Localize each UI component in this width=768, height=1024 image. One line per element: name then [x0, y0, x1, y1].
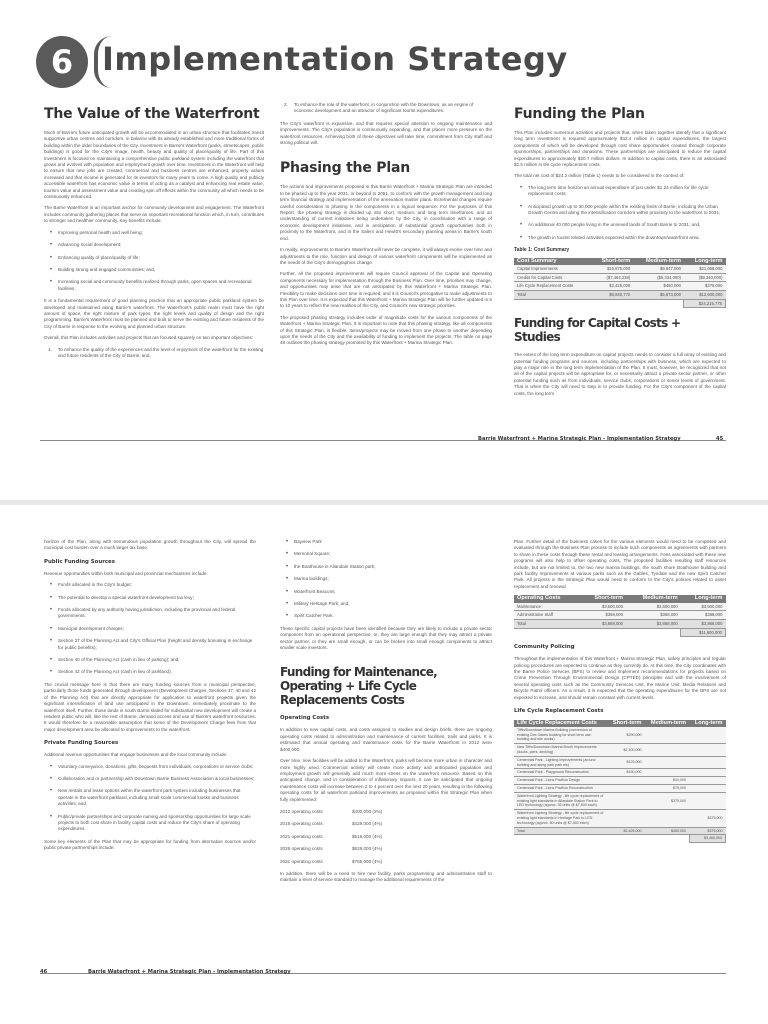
table-cell: Centennial Park - Lions Pavilion Design [514, 777, 607, 785]
value-paragraph-4: Overall, this Plan includes activities and projects that are focused squarely on two important objectives: [44, 335, 254, 341]
operating-costs-table [514, 595, 726, 637]
chapter-header [36, 36, 736, 92]
page-45 [0, 0, 768, 500]
table-header: Medium-term [645, 720, 690, 727]
table-cell: $125,000 [607, 756, 644, 769]
table-cell: Centennial Park - Lighting Improvements (around building and along park path etc) [514, 756, 607, 769]
business-case-paragraph: Plan. Further detail of the business cases for the various elements would need to be completed and evaluated through the Business Plan process to include such components as agreements with partners to share in these costs through these rental and leasing arrangements. Fees associated with these new programs will also help to offset operating costs. The proposed facilities resulting staff resources include, but are not limited to, the two new marina buildings, the south shore Boathouse building and park facility improvements at various parks such as the Gables, Tyndale and the new Spirit Catcher Park. All projects in the Strategic Plan would need to conform to the City's policies related to asset replacement and renewal. [514, 539, 726, 589]
public-funding-list [44, 582, 256, 676]
list-item [280, 834, 430, 840]
list-item [280, 809, 430, 815]
maintenance-column [280, 539, 492, 889]
table-cell: Waterfront Lighting Strategy - life cycle replacement of existing light standards in Heritage Park to LED technology (approx. 50 units @ $7,500 each) [514, 810, 607, 827]
list-item: • The potential to develop a special waterfront development tax levy; [44, 595, 256, 601]
funding-heading: Funding the Plan [514, 106, 645, 122]
table-cell: Centennial Park - Lions Pavilion Reconstruction [514, 785, 607, 793]
capital-projects-paragraph: These specific capital projects have been identified because they are likely to include a private sector component from an operational perspective, or, they are large enough that they may attract a private sector partner, or they are small enough, or can be broken into small enough components to attract smaller scale investors. [280, 625, 492, 651]
list-number: 1. [48, 346, 52, 352]
horizon-paragraph: horizon of the Plan, along with tremendous population growth throughout the City, will spread the municipal cost burden over a much larger tax base. [44, 539, 256, 551]
table-header: Medium-term [626, 595, 681, 603]
cost-summary-table [514, 258, 726, 309]
table-cell: Centennial Park - Playground Reconstruction [514, 769, 607, 777]
table-header: Short-term [591, 258, 634, 266]
list-item [280, 846, 430, 852]
cost-year: 2021 operating costs [280, 833, 323, 839]
grand-total-cell: $11,600,000 [681, 628, 726, 637]
list-item: • Collaboration and or partnership with Downtown Barrie Business Association & local businesses; [44, 776, 256, 782]
table-cell [645, 744, 690, 757]
table-cell: $10,000 [645, 777, 690, 785]
operating-costs-heading: Operating Costs [280, 715, 330, 722]
table-caption: Table 1: Cost Summary [514, 247, 570, 254]
list-item: • Section 37 of the Planning Act and City's Official Plan (height and density bonusing in exchange for public benefits); [44, 638, 256, 651]
table-header-row [514, 595, 726, 603]
phasing-paragraph-2: In reality, improvements to Barrie's Waterfront will never be complete, it will always evolve over time and adjustments to the role, function and design of various waterfront components will be implemented as the needs of the City's demographics change. [280, 247, 492, 265]
table-cell: $3,500,000 [626, 603, 681, 611]
objectives-list [44, 347, 264, 360]
list-item: • Waterfront Beacons; [280, 589, 492, 595]
phasing-paragraph-3: Further, all the proposed improvements will require Council approval of the Capital and Operating components necessary for implementation through the Business Plan. Over time, priorities may change, and opportunities may arise that are not anticipated by this Waterfront + Marina Strategic Plan. Flexibility to make decisions over time is required, and it is Council's prerogative to make adjustments to this Plan over time. It is expected that this Waterfront + Marina Strategic Plan will be further updated in 5 to 10 years to reflect the new realities of the City, and Council's new strategic priorities. [280, 271, 492, 309]
capital-costs-paragraph: The extent of the long term expenditure on capital projects needs to consider a full array of existing and potential funding programs and sources, including partnerships with business, which are expected to play a major role in the long term implementation of the Plan. It must, however, be recognized that not all of the capital projects will be appropriate for, or necessarily attract a private sector partner, or other potential funding such as from individuals, service clubs, corporations or senior levels of government. That is when the City will need to step in to provide funding. For the City's component of the capital costs, the long term [514, 352, 726, 396]
funding-sources-column [44, 539, 256, 857]
list-item: • The growth in tourist related activities expected within the downtown/waterfront area. [514, 235, 726, 241]
list-item [280, 859, 430, 865]
community-policing-heading: Community Policing [514, 644, 575, 651]
table-cell: Credits for Capital Costs [514, 273, 591, 282]
table-row [514, 282, 726, 291]
cost-value: $400,000 (2%) [352, 808, 383, 814]
table-header: Medium-term [633, 258, 684, 266]
phasing-intro: The City's waterfront is expansive, and that requires special attention to ongoing maintenance and improvements. The City's population is continuously expanding, and that places more pressure on the waterfront resources. Achieving both of these objectives will take time, commitment from City staff and strong political will. [280, 120, 492, 146]
cost-year: 2012 operating costs [280, 808, 323, 814]
table-total-row [514, 291, 726, 300]
chapter-number-badge: 6 [36, 36, 88, 88]
operating-cost-projection [280, 809, 492, 865]
table-row [514, 265, 726, 273]
table-header: Long-term [681, 595, 726, 603]
table-cell: $15,875,000 [591, 265, 634, 273]
list-item: • Memorial Square; [280, 551, 492, 557]
list-item: • An additional 40,000 people living in the annexed lands of South Barrie to 2031; and, [514, 222, 726, 228]
table-cell: $6,840,772 [591, 291, 634, 300]
value-paragraph-2: The Barrie Waterfront is an important anchor for community development and engagement. The Waterfront includes community gathering places that serve an important recreational function which, in turn, contributes to stronger and healthier community. Key benefits include: [44, 205, 264, 224]
table-cell: $21,668,000 [684, 265, 726, 273]
phasing-paragraph-4: The proposed phasing strategy includes order of magnitude costs for the various components of the Waterfront + Marina Strategic Plan. It is important to note that this phasing strategy, like all components of this Strategic Plan, is flexible. Items/projects may be moved from one phase to another depending upon the needs of the City and the availability of funding to implement the projects. The table on page 48 outlines the phasing strategy promoted by this Waterfront + Marina Strategic Plan. [280, 314, 492, 346]
table-cell [645, 727, 690, 744]
list-item: • Marina buildings; [280, 576, 492, 582]
table-row [514, 727, 726, 744]
table-cell: $3,868,000 [580, 620, 626, 629]
list-item: • Bayview Park [280, 539, 492, 545]
list-item: • Building strong and engaged communities; and, [44, 267, 264, 273]
table-cell [689, 777, 725, 785]
table-cell: $3,500,000 [580, 603, 626, 611]
table-cell [689, 756, 725, 769]
key-elements-list [280, 539, 492, 620]
objectives-list-continued [280, 102, 492, 115]
value-column [44, 100, 264, 365]
table-cell: $460,000 [645, 827, 690, 835]
table-cell: Maintenance [514, 603, 580, 611]
table-cell: $12,600,000 [684, 291, 726, 300]
operating-costs-paragraph-3: In addition, there will be a need to hire new facility, parks programming and administration staff to maintain a level of service standard to manage the additional requirements of the [280, 870, 492, 883]
table-cell: $5,673,000 [633, 291, 684, 300]
table-cell: ($9,340,000) [684, 273, 726, 282]
page-46 [0, 505, 768, 1024]
list-item: • Funds allocated in the City's budget; [44, 582, 256, 588]
table-cell [645, 756, 690, 769]
table-total-row [514, 620, 726, 629]
private-funding-paragraph: Additional revenue opportunities that engage businesses and the local community include: [44, 752, 228, 758]
table-cell: $3,868,000 [681, 620, 726, 629]
footer-title: Barrie Waterfront + Marina Strategic Plan - Implementation Strategy [478, 436, 681, 442]
public-funding-heading: Public Funding Sources [44, 558, 115, 565]
list-text: To enhance the quality of the experiences and the level of enjoyment of the waterfront for the existing and future residents of the City of Barrie; and, [58, 346, 264, 358]
table-cell: $3,868,000 [626, 620, 681, 629]
table-header: Cost Summary [514, 258, 591, 266]
private-funding-list [44, 764, 256, 833]
table-cell [607, 810, 644, 827]
table-header: Operating Costs [514, 595, 580, 603]
phasing-column [280, 100, 492, 352]
maintenance-heading: Funding for Maintenance, Operating + Life Cycle Replacements Costs [280, 665, 438, 708]
table-row [514, 792, 726, 809]
table-cell: Total [514, 620, 580, 629]
table-cell: ($7,464,238) [591, 273, 634, 282]
table-cell [645, 810, 690, 827]
operating-costs-paragraph-2: Over time, new facilities will be added to the Waterfront, parks will become more urban in character and more highly used. Commercial activity will create more activity and anticipated population and employment growth will generally add much more stress on the waterfront resource. Based on this anticipated change, and in consideration of inflationary impacts, it can be anticipated that ongoing maintenance costs will increase between 2 to 4 percent over the next 20 years, resulting in the following operating costs for all waterfront parkland improvements as proposed within this Strategic Plan when fully implemented: [280, 758, 492, 802]
table-cell [689, 744, 725, 757]
list-item: • Enhancing quality of place/quality of life; [44, 255, 264, 261]
cost-value: $765,000 (4%) [352, 858, 383, 864]
table-cell [607, 785, 644, 793]
value-heading: The Value of the Waterfront [44, 106, 260, 122]
capital-costs-heading: Funding for Capital Costs + Studies [514, 316, 681, 345]
table-row [514, 810, 726, 827]
funding-context-list [514, 185, 726, 241]
table-row [514, 756, 726, 769]
table-row [514, 611, 726, 620]
table-header: Long-term [684, 258, 726, 266]
grand-total-cell: $3,460,000 [689, 835, 725, 843]
phasing-heading: Phasing the Plan [280, 160, 410, 177]
list-item: • Anticipated growth up to 30,000 people within the existing limits of Barrie, including the Urban Growth Centre and along the intensification corridors within proximity to the waterfront to 2031; [514, 204, 726, 217]
cost-value: $429,000 (4%) [352, 821, 383, 827]
table-cell: Administrative Staff [514, 611, 580, 620]
table-header: Life Cycle Replacement Costs [514, 720, 607, 727]
table-row [514, 744, 726, 757]
table-cell: $375,000 [645, 792, 690, 809]
table-cell: Life Cycle Replacement Costs [514, 282, 591, 291]
table-cell: $150,000 [607, 769, 644, 777]
table-cell [689, 785, 725, 793]
table-cell: ($5,334,000) [633, 273, 684, 282]
table-cell: $2,100,000 [607, 744, 644, 757]
footer-title: Barrie Waterfront + Marina Strategic Plan - Implementation Strategy [88, 969, 291, 975]
cost-year: 2026 operating costs [280, 846, 323, 852]
value-paragraph-3: It is a fundamental requirement of good planning practice that an appropriate public parkland system be developed and maintained along Barrie's waterfront. The Waterfront's public realm must have the right amount of space, the right mixture of park types, the right levels and quality of design and the right programming. Barrie's Waterfront must be planned and built to serve the existing and future residents of the City of Barrie in response to the evolving and planned urban structure. [44, 298, 264, 329]
list-item: • Municipal development charges; [44, 626, 256, 632]
cost-year: 2031 operating costs [280, 858, 323, 864]
list-item: • Military Heritage Park; and, [280, 601, 492, 607]
table-cell: $2,425,000 [591, 282, 634, 291]
funding-paragraph-2: The total net cost of $24.2 million (Table 1) needs to be considered in the context of: [514, 173, 685, 179]
table-cell [607, 792, 644, 809]
table-header: Long-term [689, 720, 725, 727]
page-number: 46 [40, 969, 48, 975]
page-number: 45 [716, 436, 724, 442]
table-cell [607, 777, 644, 785]
table-header: Short-term [580, 595, 626, 603]
value-benefits-list [44, 230, 264, 292]
table-row [514, 273, 726, 282]
table-row [514, 603, 726, 611]
table-cell [689, 727, 725, 744]
list-number: 2. [284, 102, 288, 107]
grand-total-cell: $24,215,775 [684, 299, 726, 308]
private-funding-paragraph-2: Some key elements of the Plan that may be appropriate for funding from alternative sources and/or public private partnerships include: [44, 838, 256, 851]
list-item: • The long term time horizon an annual expenditure of just under $1.24 million for life cycle replacement costs; [514, 185, 726, 198]
funding-paragraph-1: This Plan includes numerous activities and projects that, when taken together identify that a significant long term investment is required approximately $42.4 million in capital expenditures, the largest components of which will be developed through cost share opportunities created through corporate sponsorships, partnerships and donations. These partnerships are anticipated to reduce the capital expenditures to approximately $20.7 million dollars. In addition to capital costs, there is an associated $2.5 million in life cycle replacement costs. [514, 130, 726, 168]
table-cell [689, 792, 725, 809]
table-header-row [514, 258, 726, 266]
table-grand-total-row [514, 835, 726, 843]
table-grand-total-row [514, 299, 726, 308]
table-cell: New Tiffin/Downtown Marina Booth Improvements (docks, piers, decking) [514, 744, 607, 757]
table-cell: $375,000 [684, 282, 726, 291]
community-policing-paragraph: Throughout the implementation of this Waterfront + Marina Strategic Plan, safety principles and regular policing procedures are expected to continue as they currently do. At this time, the City coordinates with the Barrie Police Services (BPS) to review and implement recommendations for projects based on Crime Prevention Through Environmental Design (CPTED) principles and with the involvement of several operating units such as the Community Services Unit, the Marine Unit, Media Relations and Bicycle Patrol officers. As a result, it is expected that the operating expenditures for the BPS are not expected to increase, and should remain constant with current levels. [514, 656, 726, 700]
table-cell: Total [514, 291, 591, 300]
list-item [280, 821, 430, 827]
table-cell: $75,000 [645, 785, 690, 793]
list-item [280, 102, 492, 115]
table-cell: $375,000 [689, 810, 725, 827]
table-grand-total-row [514, 628, 726, 637]
list-item: • Voluntary conveyance, donations, gifts, bequests from individuals, corporations or service clubs; [44, 764, 256, 770]
table-cell: $9,847,000 [633, 265, 684, 273]
table-cell: Total [514, 827, 607, 835]
value-paragraph-1: Much of Barrie's future anticipated growth will be accommodated in an urban structure that facilitates transit supportive urban centres and corridors, in balance with its already established and more traditional forms of building within the older boundaries of the City. Investment in Barrie's Waterfront (parks, streetscapes, public buildings) is good for the City's image, health, beauty and quality of place/quality of life. Part of this investment is focused on maintaining a comprehensive public parkland system including the waterfront that grows and evolves with population and employment growth over time. Investment in the Waterfront will help to ensure that new jobs are created, commercial and business centres are enhanced, property values increased and that income is generated for its investors for many years to come. A high quality and publicly accessible waterfront has economic value in terms of acting as a catalyst and enhancing real estate value, tourism value and assessment value and creating spin off effects within the community all which needs to be continuously enhanced. [44, 130, 264, 200]
list-item [44, 347, 264, 360]
public-funding-paragraph-2: The crucial message here is that there are many funding sources from a municipal perspective, particularly those funds generated through development (Development Charges, Sections 37, 40 and 42 of the Planning Act) that are directly appropriate for application to waterfront projects given the significant intensification of land use anticipated in the Downtown, immediately proximate to the waterfront itself. Further, those lands in south Barrie slated for substantial new development will create a resident public who will, like the rest of Barrie, demand access and use of Barrie's waterfront resources. It would therefore be a reasonable assumption that some of the Development Charge fees from that major development area be allocated to improvements to the waterfront. [44, 681, 256, 732]
list-item: • Advancing social development; [44, 242, 264, 248]
list-item: • Spirit Catcher Park. [280, 613, 492, 619]
table-cell: Tiffin/Downtown Marina Building (conversion of existing Des Oakes building for short term use: building and site works) [514, 727, 607, 744]
list-item: • Section 40 of the Planning Act (cash in lieu of parking); and, [44, 657, 256, 663]
operating-costs-paragraph-1: In addition to new capital costs, and costs assigned to studies and design briefs, there are ongoing operating costs related to administration and maintenance of current facilities, trails and parks. It is estimated that annual operating and maintenance costs for the Barrie Waterfront in 2012 were $400,000. [280, 727, 492, 752]
chapter-title: Implementation Strategy [102, 40, 568, 78]
table-cell: $2,425,000 [607, 827, 644, 835]
table-header-row [514, 720, 726, 727]
cost-value: $516,000 (4%) [352, 833, 383, 839]
life-cycle-costs-table [514, 720, 726, 843]
list-item: • the Boathouse in Allandale Station park; [280, 564, 492, 570]
cost-value: $628,000 (4%) [352, 846, 383, 852]
table-cell: $368,000 [580, 611, 626, 620]
table-cell: $290,000 [607, 727, 644, 744]
table-row [514, 769, 726, 777]
table-header: Short-term [607, 720, 644, 727]
list-item: • Section 42 of the Planning Act (cash in lieu of parkland). [44, 669, 256, 675]
table-cell: $368,000 [681, 611, 726, 620]
public-funding-paragraph: Revenue opportunities within both municipal and provincial mechanisms include: [44, 570, 208, 576]
list-item: • New rentals and lease options within the waterfront park system including businesses that operate in the waterfront parkland, including small scale commercial kiosks and business activities; and, [44, 788, 256, 807]
private-funding-heading: Private Funding Sources [44, 740, 119, 747]
list-item: • Increasing social and community benefits realized through parks, open spaces and recreational facilities. [44, 279, 264, 292]
table-cell [645, 769, 690, 777]
phasing-paragraph-1: The actions and improvements proposed in this Barrie Waterfront + Marina Strategic Plan are intended to be phased up to the year 2031, or beyond to 2051, to conform with the growth management and long term financial strategy and implementation of the annexation master plans. Incremental changes require careful consideration to phasing in the components in a logical sequence. For the purposes of this Report, the phasing strategy is divided up into short, medium, and long term timeframes, and an understanding of current initiatives being undertaken by the City, in coordination with a range of economic development initiatives, and in anticipation of substantial growth opportunities both in proximity to the Waterfront, and in the Salem and Hewitt's secondary planning areas in Barrie's south end. [280, 184, 492, 241]
table-row [514, 785, 726, 793]
policing-column [514, 539, 726, 849]
cost-year: 2016 operating costs [280, 821, 323, 827]
list-item: • Public/private partnerships and corporate naming and sponsorship opportunities for large scale projects to both cost share in facility capital costs and reduce the City's share of operating expenditures. [44, 814, 256, 833]
list-item: • Funds allocated by any authority having jurisdiction, including the provincial and federal governments; [44, 607, 256, 620]
table-row [514, 777, 726, 785]
table-cell: Capital Improvements [514, 265, 591, 273]
funding-column [514, 100, 726, 402]
table-total-row [514, 827, 726, 835]
table-cell: $368,000 [626, 611, 681, 620]
life-cycle-heading: Life Cycle Replacement Costs [514, 708, 604, 715]
list-text: To enhance the role of the waterfront, in conjunction with the Downtown, as an engine of economic development and an attractor of significant tourist expenditures. [294, 102, 474, 114]
table-cell: Waterfront Lighting Strategy - life cycle replacement of existing light standards in Allandale Station Park to LED technology (approx. 35 units @ $7,500 each) [514, 792, 607, 809]
table-cell: $3,500,000 [681, 603, 726, 611]
table-cell [689, 769, 725, 777]
table-cell: $460,000 [633, 282, 684, 291]
table-cell: $375,000 [689, 827, 725, 835]
list-item: • Improving personal health and well being; [44, 230, 264, 236]
